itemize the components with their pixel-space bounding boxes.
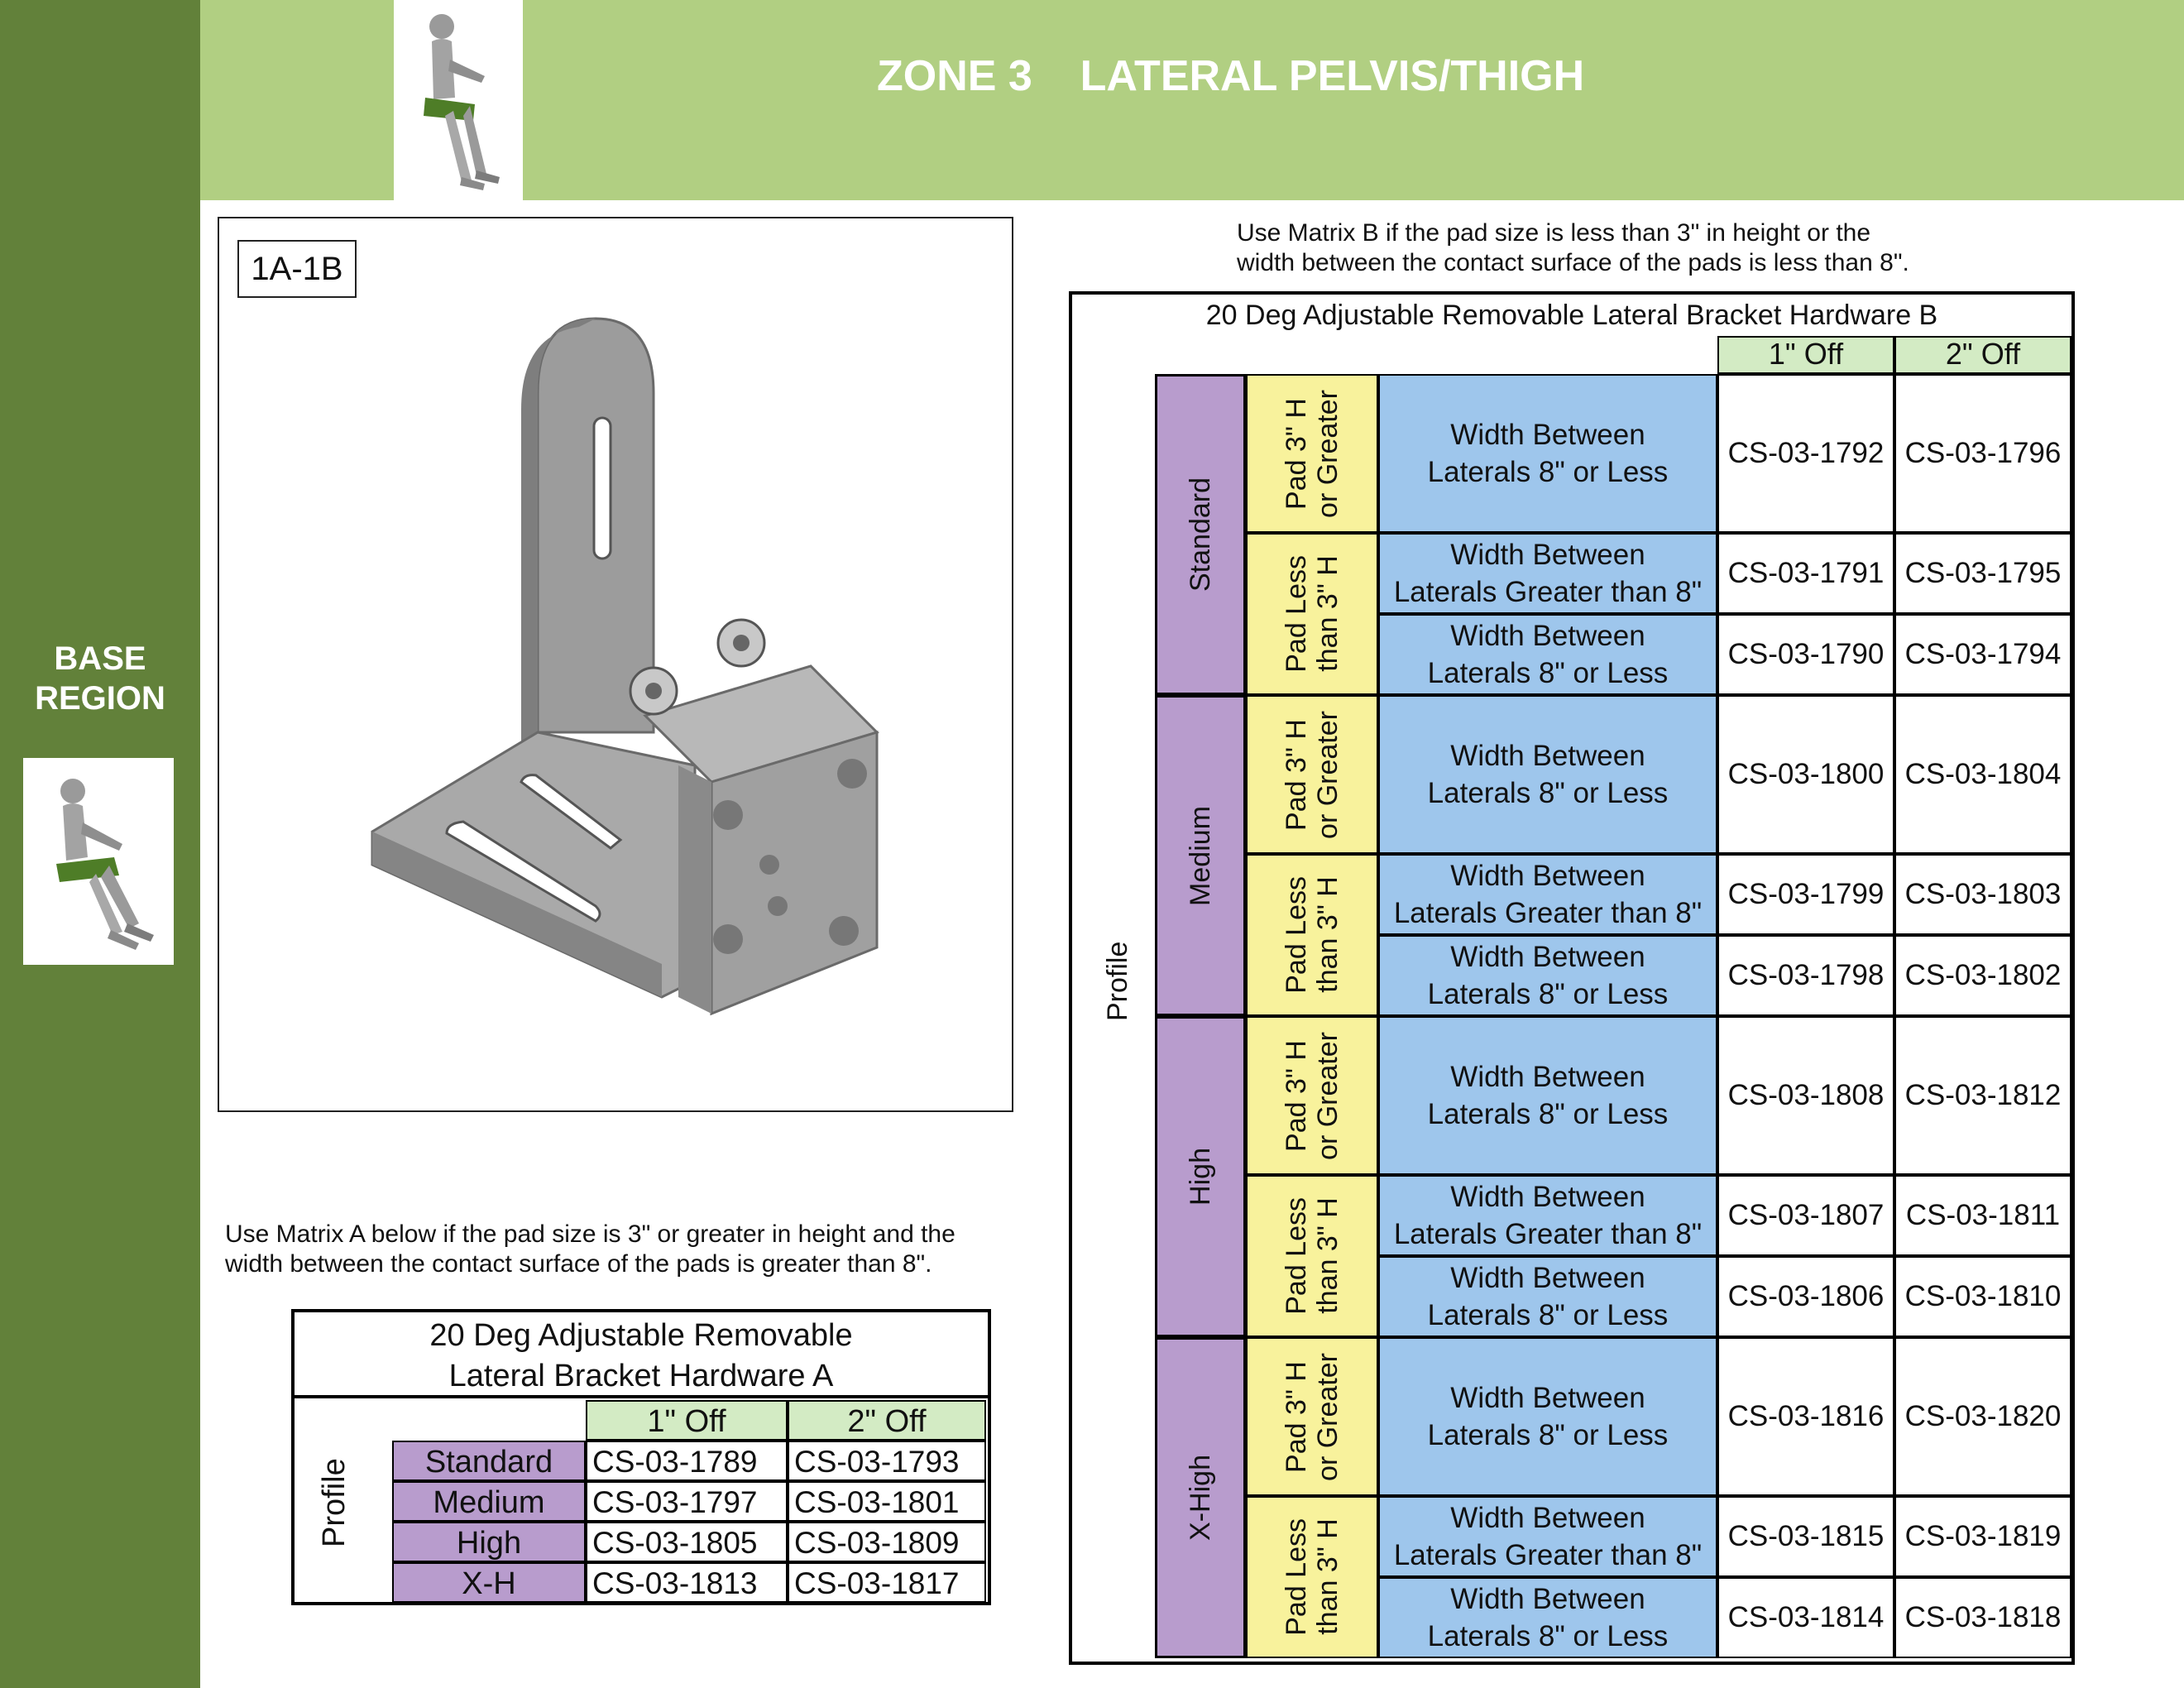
matrix-b-part-number: CS-03-1810 xyxy=(1894,1256,2071,1337)
matrix-b-pad-less xyxy=(1246,533,1378,695)
region-label: BASE REGION xyxy=(35,640,165,717)
matrix-b-part-number: CS-03-1815 xyxy=(1717,1496,1894,1577)
matrix-b-col-header: 2" Off xyxy=(1894,336,2071,374)
matrix-b-part-number: CS-03-1811 xyxy=(1894,1175,2071,1256)
matrix-b-width-cell: Width Between Laterals 8" or Less xyxy=(1378,1337,1717,1496)
matrix-b-pad-less xyxy=(1246,854,1378,1016)
matrix-b-part-number: CS-03-1820 xyxy=(1894,1337,2071,1496)
matrix-a-col-header: 1" Off xyxy=(586,1400,788,1441)
bracket-illustration xyxy=(347,302,910,1084)
matrix-b-col-header: 1" Off xyxy=(1717,336,1894,374)
matrix-b-part-number: CS-03-1799 xyxy=(1717,854,1894,935)
matrix-b-width-cell: Width Between Laterals 8" or Less xyxy=(1378,695,1717,854)
matrix-b-width-cell: Width Between Laterals Greater than 8" xyxy=(1378,533,1717,614)
matrix-a-part-number: CS-03-1809 xyxy=(788,1522,986,1562)
matrix-b-part-number: CS-03-1792 xyxy=(1717,374,1894,533)
matrix-b-part-number: CS-03-1795 xyxy=(1894,533,2071,614)
matrix-b-part-number: CS-03-1804 xyxy=(1894,695,2071,854)
matrix-b-profile-cell xyxy=(1155,1016,1246,1337)
matrix-a-profile-label: Profile xyxy=(317,1458,352,1547)
matrix-b-part-number: CS-03-1808 xyxy=(1717,1016,1894,1175)
matrix-b-part-number: CS-03-1816 xyxy=(1717,1337,1894,1496)
matrix-b-width-cell: Width Between Laterals 8" or Less xyxy=(1378,374,1717,533)
matrix-b-pad-label: Pad 3" H or Greater xyxy=(1281,1031,1343,1160)
matrix-b-profile-cell xyxy=(1155,1337,1246,1658)
matrix-b-pad-greater xyxy=(1246,374,1378,533)
matrix-b-profile-name: Medium xyxy=(1184,805,1216,906)
matrix-b-part-number: CS-03-1807 xyxy=(1717,1175,1894,1256)
matrix-b-part-number: CS-03-1802 xyxy=(1894,935,2071,1016)
matrix-b-profile-label: Profile xyxy=(1102,941,1133,1022)
matrix-b-width-cell: Width Between Laterals 8" or Less xyxy=(1378,1016,1717,1175)
matrix-b-part-number: CS-03-1796 xyxy=(1894,374,2071,533)
matrix-a-part-number: CS-03-1789 xyxy=(586,1441,788,1481)
image-label: 1A-1B xyxy=(237,240,357,298)
matrix-a-profile-cell: X-H xyxy=(392,1562,586,1603)
matrix-b-part-number: CS-03-1791 xyxy=(1717,533,1894,614)
seated-figure-icon xyxy=(394,0,523,200)
matrix-b-width-cell: Width Between Laterals Greater than 8" xyxy=(1378,1175,1717,1256)
matrix-b-part-number: CS-03-1812 xyxy=(1894,1016,2071,1175)
matrix-b-pad-greater xyxy=(1246,695,1378,854)
matrix-b-pad-greater xyxy=(1246,1016,1378,1175)
matrix-b-pad-label: Pad Less than 3" H xyxy=(1281,876,1343,994)
matrix-b-pad-label: Pad 3" H or Greater xyxy=(1281,389,1343,518)
matrix-b-note: Use Matrix B if the pad size is less than 3" in height or the width between the contact surface of the pads is less than 8". xyxy=(1237,219,1909,276)
matrix-b-profile-name: X-High xyxy=(1184,1455,1216,1541)
page-title: ZONE 3 LATERAL PELVIS/THIGH xyxy=(877,52,1585,100)
matrix-b-width-cell: Width Between Laterals Greater than 8" xyxy=(1378,854,1717,935)
matrix-b-width-cell: Width Between Laterals 8" or Less xyxy=(1378,935,1717,1016)
matrix-b-pad-label: Pad Less than 3" H xyxy=(1281,555,1343,673)
matrix-a-profile-cell: High xyxy=(392,1522,586,1562)
matrix-a-part-number: CS-03-1801 xyxy=(788,1481,986,1522)
matrix-b-part-number: CS-03-1800 xyxy=(1717,695,1894,854)
matrix-b-pad-less xyxy=(1246,1496,1378,1658)
matrix-a-table xyxy=(291,1309,991,1605)
matrix-b-pad-greater xyxy=(1246,1337,1378,1496)
matrix-b-profile-cell xyxy=(1155,695,1246,1016)
matrix-b-pad-label: Pad 3" H or Greater xyxy=(1281,710,1343,839)
matrix-b-title: 20 Deg Adjustable Removable Lateral Bracket Hardware B xyxy=(1205,300,1938,331)
matrix-b-part-number: CS-03-1819 xyxy=(1894,1496,2071,1577)
matrix-b-part-number: CS-03-1803 xyxy=(1894,854,2071,935)
matrix-b-profile-name: Standard xyxy=(1184,477,1216,592)
matrix-b-width-cell: Width Between Laterals Greater than 8" xyxy=(1378,1496,1717,1577)
matrix-a-part-number: CS-03-1805 xyxy=(586,1522,788,1562)
matrix-b-part-number: CS-03-1806 xyxy=(1717,1256,1894,1337)
matrix-b-profile-cell xyxy=(1155,374,1246,695)
matrix-a-title: 20 Deg Adjustable Removable Lateral Bracket Hardware A xyxy=(295,1312,988,1398)
matrix-b-part-number: CS-03-1798 xyxy=(1717,935,1894,1016)
matrix-a-col-header: 2" Off xyxy=(788,1400,986,1441)
matrix-b-pad-label: Pad Less than 3" H xyxy=(1281,1197,1343,1315)
matrix-a-note: Use Matrix A below if the pad size is 3" or greater in height and the width between the contact surface of the pads is greater than 8". xyxy=(225,1220,956,1278)
matrix-b-width-cell: Width Between Laterals 8" or Less xyxy=(1378,614,1717,695)
matrix-b-pad-label: Pad Less than 3" H xyxy=(1281,1518,1343,1636)
matrix-b-table xyxy=(1069,291,2075,1665)
matrix-a-part-number: CS-03-1797 xyxy=(586,1481,788,1522)
matrix-b-part-number: CS-03-1818 xyxy=(1894,1577,2071,1658)
matrix-b-pad-less xyxy=(1246,1175,1378,1337)
matrix-b-part-number: CS-03-1814 xyxy=(1717,1577,1894,1658)
matrix-b-pad-label: Pad 3" H or Greater xyxy=(1281,1352,1343,1481)
matrix-b-profile-name: High xyxy=(1184,1148,1216,1206)
matrix-a-part-number: CS-03-1817 xyxy=(788,1562,986,1603)
seated-figure-icon xyxy=(23,758,174,965)
matrix-b-width-cell: Width Between Laterals 8" or Less xyxy=(1378,1577,1717,1658)
matrix-a-profile-cell: Standard xyxy=(392,1441,586,1481)
matrix-a-profile-cell: Medium xyxy=(392,1481,586,1522)
matrix-b-width-cell: Width Between Laterals 8" or Less xyxy=(1378,1256,1717,1337)
matrix-b-part-number: CS-03-1790 xyxy=(1717,614,1894,695)
matrix-b-part-number: CS-03-1794 xyxy=(1894,614,2071,695)
matrix-a-part-number: CS-03-1793 xyxy=(788,1441,986,1481)
matrix-a-part-number: CS-03-1813 xyxy=(586,1562,788,1603)
